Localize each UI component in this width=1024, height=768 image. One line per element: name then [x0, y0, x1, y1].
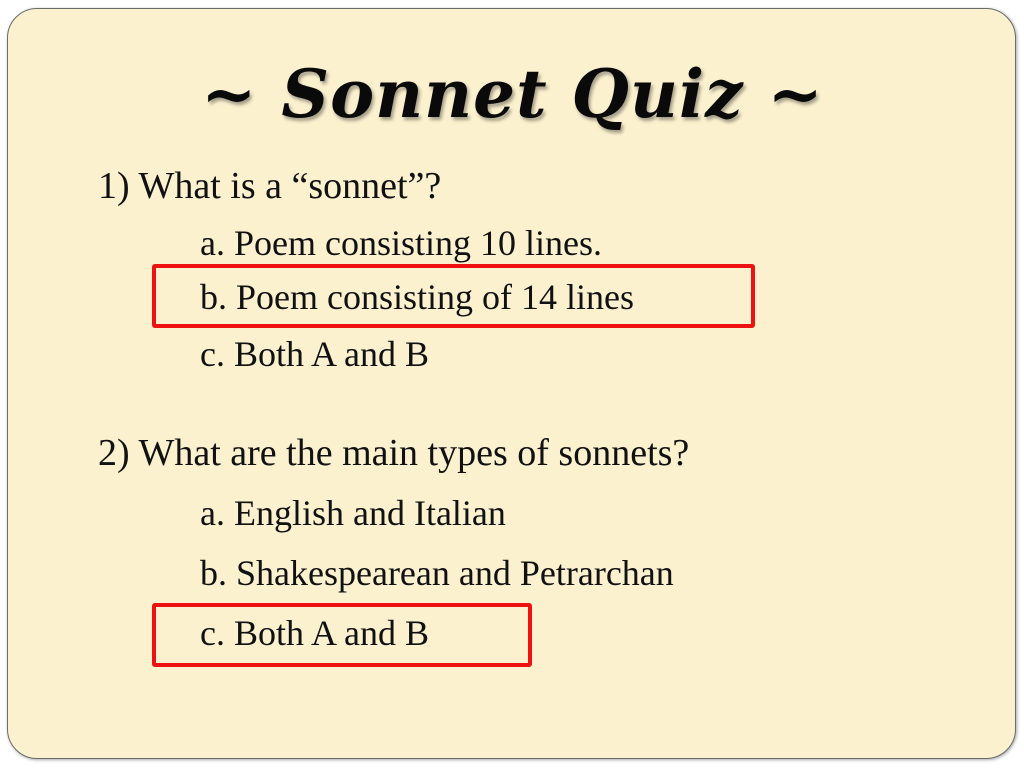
question-2: 2) What are the main types of sonnets?	[98, 432, 690, 474]
question-1-option-b: b. Poem consisting of 14 lines	[200, 277, 634, 317]
question-2-option-b: b. Shakespearean and Petrarchan	[200, 553, 674, 593]
question-1-option-c: c. Both A and B	[200, 334, 430, 374]
question-1-option-a: a. Poem consisting 10 lines.	[200, 223, 602, 263]
slide-title: ~ Sonnet Quiz ~	[201, 55, 824, 133]
question-2-option-c: c. Both A and B	[200, 613, 430, 653]
question-2-option-a: a. English and Italian	[200, 493, 506, 533]
slide	[7, 8, 1016, 759]
question-1: 1) What is a “sonnet”?	[98, 165, 442, 207]
